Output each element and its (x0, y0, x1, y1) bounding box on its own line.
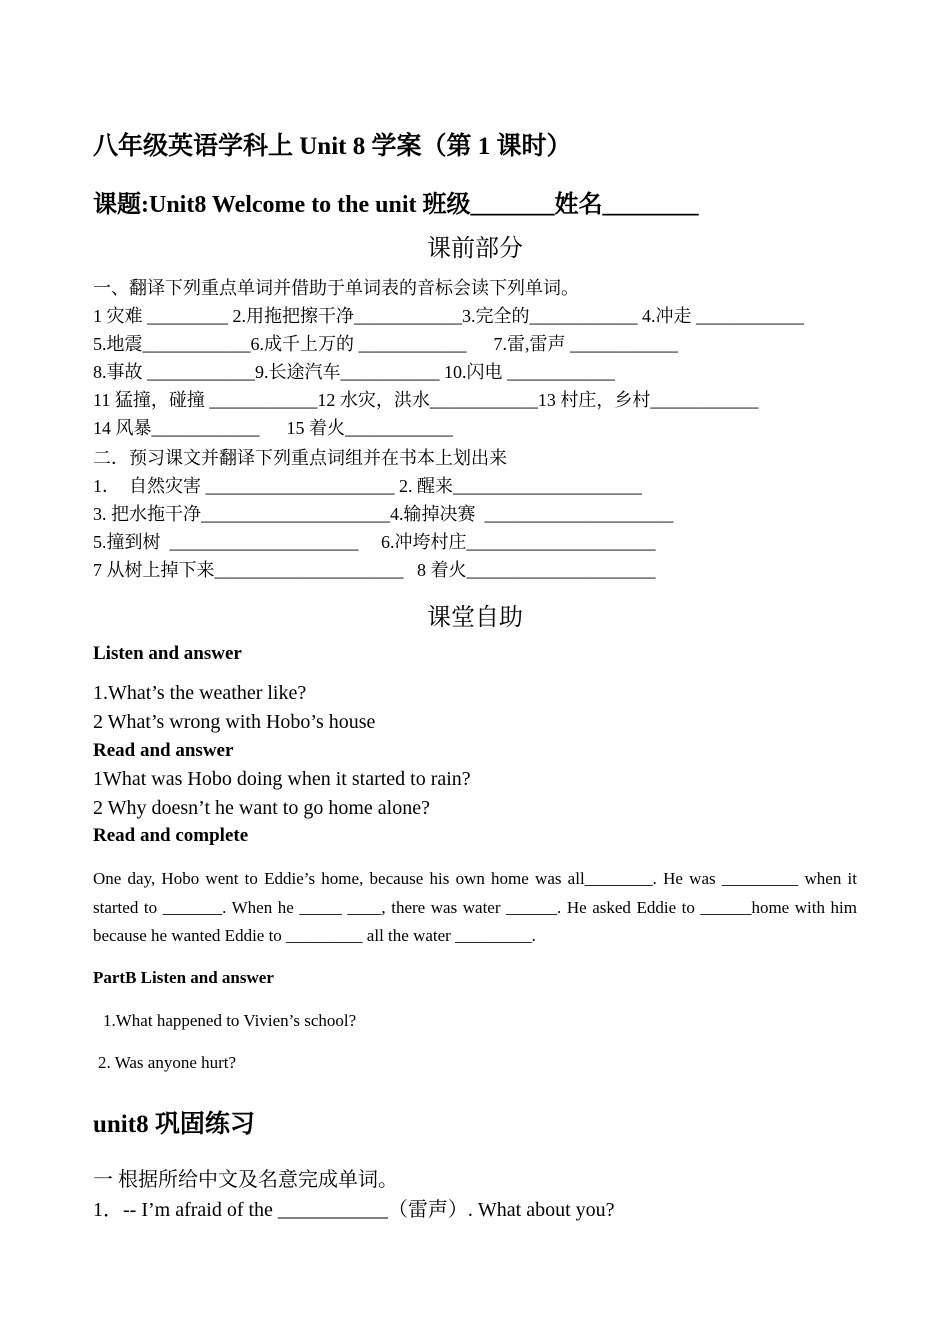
phrase-line: 3. 把水拖干净_____________________4.输掉决赛 _____________________ (93, 504, 674, 524)
practice-instruction: 一 根据所给中文及名意完成单词。 (93, 1169, 398, 1191)
partb-heading: PartB Listen and answer (93, 968, 274, 987)
vocab-line: 8.事故 ____________9.长途汽车___________ 10.闪电 ____________ (93, 362, 615, 382)
read-answer-heading: Read and answer (93, 740, 234, 761)
vocab-line: 11 猛撞，碰撞 ____________12 水灾，洪水____________13 村庄，乡村____________ (93, 390, 759, 410)
listen-question: 1.What’s the weather like? (93, 682, 307, 704)
read-question: 2 Why doesn’t he want to go home alone? (93, 797, 430, 819)
read-complete-heading: Read and complete (93, 825, 249, 846)
phrase-line: 7 从树上掉下来_____________________ 8 着火_____________________ (93, 560, 656, 580)
document-title: 八年级英语学科上 Unit 8 学案（第 1 课时） (93, 133, 572, 160)
phrase-line: 5.撞到树 _____________________ 6.冲垮村庄_____________________ (93, 532, 656, 552)
vocab-line: 1 灾难 _________ 2.用拖把擦干净____________3.完全的____________ 4.冲走 ____________ (93, 306, 804, 326)
partb-question: 2. Was anyone hurt? (98, 1053, 237, 1072)
partb-question: 1.What happened to Vivien’s school? (103, 1011, 357, 1030)
practice-heading: unit8 巩固练习 (93, 1111, 255, 1138)
listen-question: 2 What’s wrong with Hobo’s house (93, 711, 376, 733)
vocab-line: 14 风暴____________ 15 着火____________ (93, 418, 453, 438)
part2-instruction: 二．预习课文并翻译下列重点词组并在书本上划出来 (93, 448, 507, 468)
lesson-topic-line: 课题:Unit8 Welcome to the unit 班级_______姓名________ (93, 192, 699, 218)
fill-in-passage: One day, Hobo went to Eddie’s home, because his own home was all________. He was _________ when it started to _______. When he _____ ____, there was water ______. He asked Eddie to ______home with him because he wanted Eddie to _________ all the water _________. (93, 869, 857, 945)
practice-item: 1．-- I’m afraid of the ___________（雷声）. What about you? (93, 1199, 615, 1221)
in-class-heading: 课堂自助 (427, 605, 523, 631)
listen-answer-heading: Listen and answer (93, 643, 242, 664)
vocab-line: 5.地震____________6.成千上万的 ____________ 7.雷,雷声 ____________ (93, 334, 678, 354)
part1-instruction: 一、翻译下列重点单词并借助于单词表的音标会读下列单词。 (93, 278, 579, 298)
phrase-line: 1． 自然灾害 _____________________ 2. 醒来_____________________ (93, 476, 642, 496)
read-question: 1What was Hobo doing when it started to rain? (93, 768, 471, 790)
pre-class-heading: 课前部分 (427, 236, 523, 262)
